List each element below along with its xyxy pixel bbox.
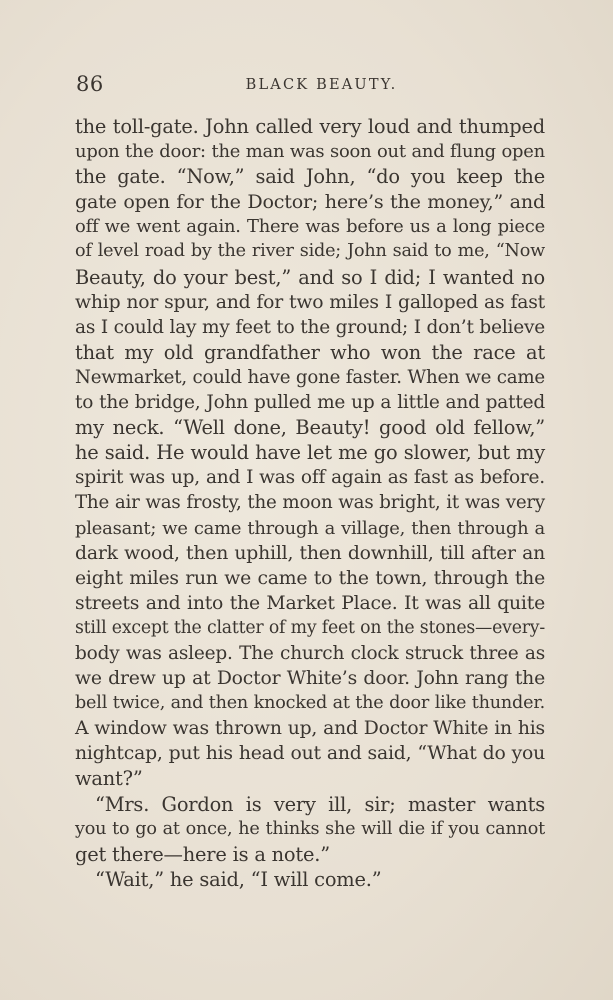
text-line: A window was thrown up, and Doctor White in his [75,718,545,740]
text-line: that my old grandfather who won the race at [75,340,545,364]
text-line: the toll-gate. John called very loud and thumped [75,115,545,138]
text-line: of level road by the river side; John said to me, “Now [75,241,545,262]
text-line: upon the door: the man was soon out and flung open [75,141,545,163]
text-line: whip nor spur, and for two miles I galloped as fast [75,291,545,313]
text-line: bell twice, and then knocked at the door like thunder. [75,693,545,714]
text-line: want?” [75,767,143,791]
text-line: eight miles run we came to the town, through the [75,567,545,589]
text-line: pleasant; we came through a village, then through a [75,517,545,539]
text-line: “Mrs. Gordon is very ill, sir; master wants [95,792,545,816]
text-line: spirit was up, and I was off again as fast as before. [75,467,545,489]
text-line: Newmarket, could have gone faster. When we came [75,366,545,388]
text-line: nightcap, put his head out and said, “What do you [75,743,545,765]
text-line: Beauty, do your best,” and so I did; I wanted no [75,265,545,289]
running-title: BLACK BEAUTY. [245,77,398,93]
text-line: off we went again. There was before us a long piece [75,216,545,238]
text-line: “Wait,” he said, “I will come.” [95,867,382,891]
text-line: still except the clatter of my feet on the stones—every- [75,617,545,638]
text-line: to the bridge, John pulled me up a little and patted [75,392,545,414]
text-line: you to go at once, he thinks she will die if you cannot [75,818,545,839]
text-line: streets and into the Market Place. It was all quite [75,592,545,614]
text-line: gate open for the Doctor; here’s the money,” and [75,190,545,214]
text-line: body was asleep. The church clock struck three as [75,642,545,664]
text-line: we drew up at Doctor White’s door. John rang the [75,668,545,690]
text-line: he said. He would have let me go slower, but my [75,441,545,465]
page-number: 86 [76,72,104,96]
text-line: the gate. “Now,” said John, “do you keep the [75,165,545,189]
text-line: The air was frosty, the moon was bright, it was very [75,492,545,514]
text-line: dark wood, then uphill, then downhill, till after an [75,542,545,564]
text-line: my neck. “Well done, Beauty! good old fellow,” [75,416,545,440]
text-line: as I could lay my feet to the ground; I don’t believe [75,316,545,338]
text-line: get there—here is a note.” [75,842,330,866]
body-text [75,114,545,892]
